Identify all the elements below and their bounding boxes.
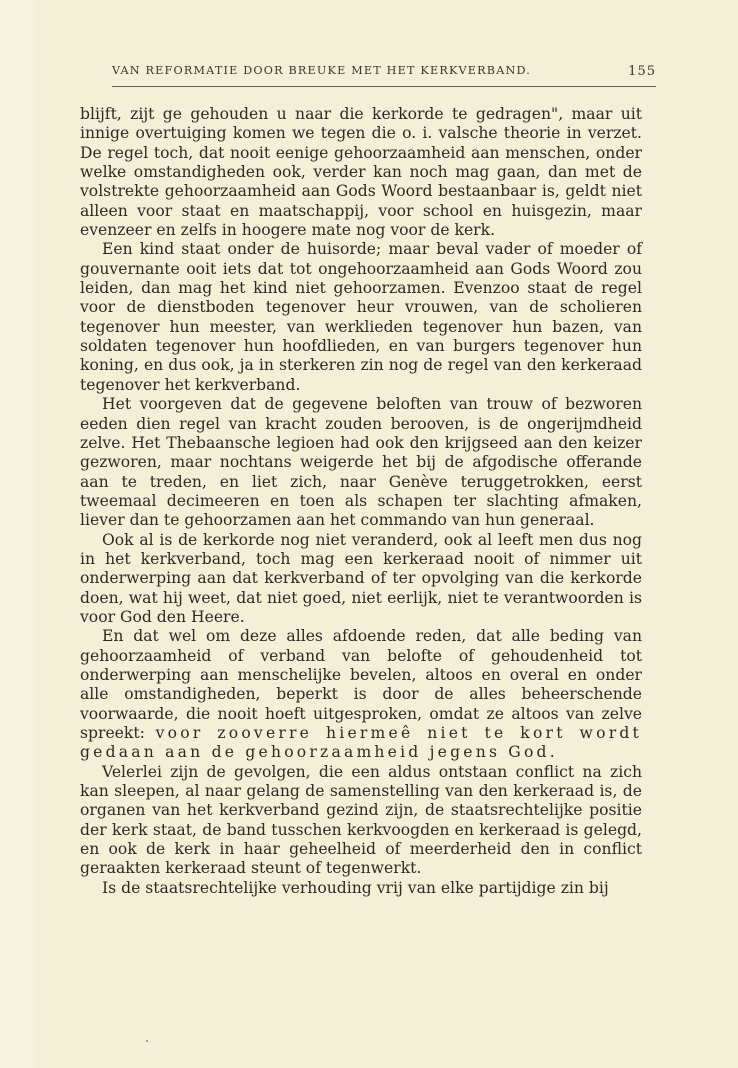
paragraph-7: Is de staatsrechtelijke verhouding vrij van elke partijdige zin bij xyxy=(102,878,609,897)
page-speck xyxy=(146,1040,148,1042)
paragraph-3: Het voorgeven dat de gegevene beloften van trouw of bezworen eeden dien regel van kracht zouden berooven, is de ongerijmdheid zelve. Het Thebaansche legioen had ook den krijgseed aan den keizer gezworen, maar nochtans weigerde het bij de afgodische offerande aan te treden, en liet zich, naar Genève teruggetrokken, eerst tweemaal decimeeren en toen als schapen ter slachting afmaken, liever dan te gehoorzamen aan het commando van hun generaal. xyxy=(80,395,642,530)
paragraph-2: Een kind staat onder de huisorde; maar beval vader of moeder of gouvernante ooit iets dat tot ongehoorzaamheid aan Gods Woord zou leiden, dan mag het kind niet gehoorzamen. Evenzoo staat de regel voor de dienstboden tegenover heur vrouwen, van de scholieren tegenover hun meester, van werklieden tegenover hun bazen, van soldaten tegenover hun hoofdlieden, en van burgers tegenover hun koning, en dus ook, ja in sterkeren zin nog de regel van den kerkeraad tegenover het kerkverband. xyxy=(80,240,642,394)
page-margin-strip xyxy=(0,0,36,1068)
paragraph-6: Velerlei zijn de gevolgen, die een aldus ontstaan conflict na zich kan sleepen, al naar gelang de samenstelling van den kerkeraad is, de organen van het kerkverband gezind zijn, de staatsrechtelijke positie der kerk staat, de band tusschen kerkvoogden en kerkeraad is gelegd, en ook de kerk in haar geheelheid of meerderheid den in conflict geraakten kerkeraad steunt of tegenwerkt. xyxy=(80,762,642,878)
paragraph-5-text: En dat wel om deze alles afdoende reden, dat alle beding van gehoorzaamheid of verband van belofte of gehoudenheid tot onderwerping aan menschelijke bevelen, altoos en overal en onder alle omstandigheden, beperkt is door de alles beheerschende voorwaarde, die nooit hoeft uitgesproken, omdat ze altoos van zelve spreekt: xyxy=(80,627,642,742)
page-number: 155 xyxy=(628,64,656,79)
body-text xyxy=(80,105,642,898)
paragraph-5 xyxy=(80,627,642,762)
header-rule xyxy=(112,86,656,87)
paragraph-4: Ook al is de kerkorde nog niet veranderd, ook al leeft men dus nog in het kerkverband, toch mag een kerkeraad nooit of nimmer uit onderwerping aan dat kerkverband of ter opvolging van die kerkorde doen, wat hij weet, dat niet goed, niet eerlijk, niet te verantwoorden is voor God den Heere. xyxy=(80,530,642,626)
paragraph-5-emphasis: voor zooverre hiermeê niet te kort wordt gedaan aan de gehoorzaamheid jegens God. xyxy=(80,724,643,762)
paragraph-1: blijft, zijt ge gehouden u naar die kerkorde te gedragen", maar uit innige overtuiging komen we tegen die o. i. valsche theorie in verzet. De regel toch, dat nooit eenige gehoorzaamheid aan menschen, onder welke omstandigheden ook, verder kan noch mag gaan, dan met de volstrekte gehoorzaamheid aan Gods Woord bestaanbaar is, geldt niet alleen voor staat en maatschappij, voor school en huisgezin, maar evenzeer en zelfs in hoogere mate nog voor de kerk. xyxy=(80,105,642,240)
running-header xyxy=(112,64,656,79)
running-title: VAN REFORMATIE DOOR BREUKE MET HET KERKVERBAND. xyxy=(112,64,532,77)
